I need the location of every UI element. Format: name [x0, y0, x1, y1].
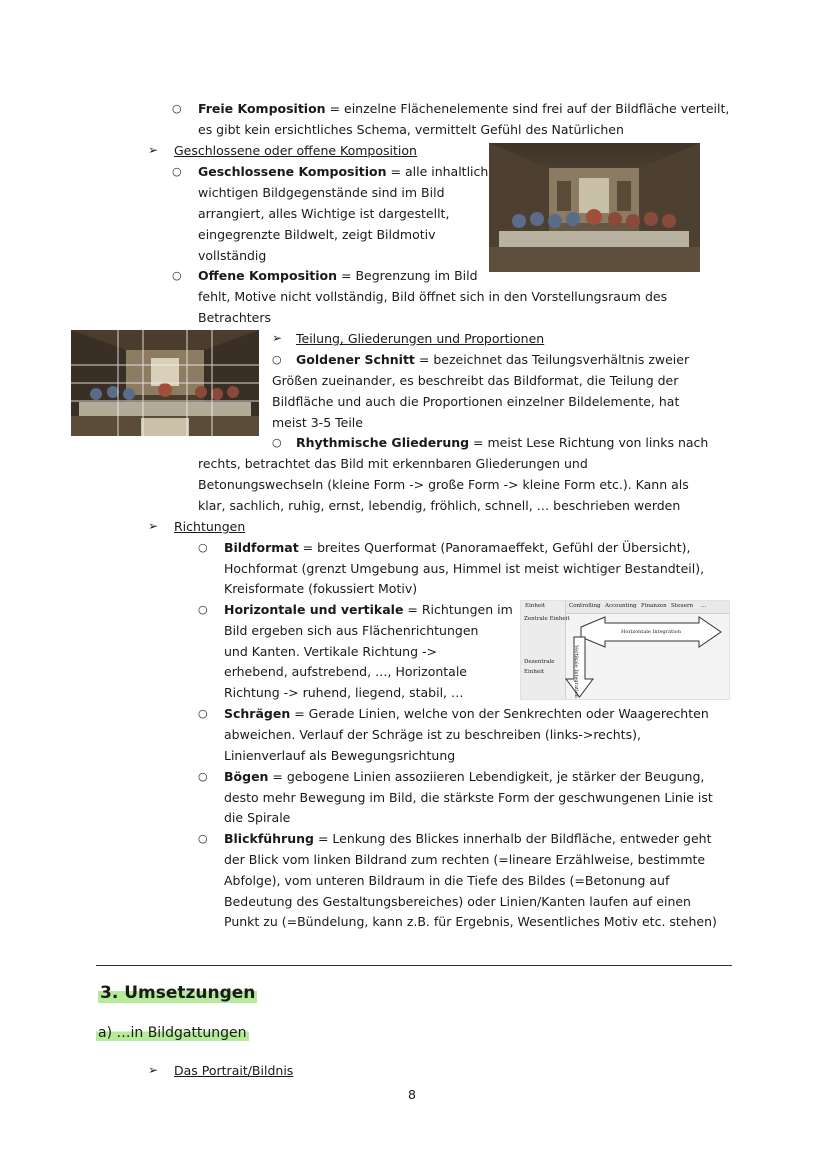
bl-line0: Blickführung = Lenkung des Blickes innerhalb der Bildfläche, entweder geht: [224, 831, 712, 846]
diagram-row-label: Dezentrale: [524, 659, 555, 665]
diagram-header: Controlling: [569, 603, 601, 609]
diagram-header: Steuern: [671, 603, 694, 609]
offen-line0: Offene Komposition = Begrenzung im Bild: [198, 268, 478, 283]
hv-line1: Bild ergeben sich aus Flächenrichtungen: [224, 623, 479, 638]
integration-arrows: [521, 601, 729, 699]
diagram-header: Einheit: [525, 603, 546, 609]
section-heading-teilung: Teilung, Gliederungen und Proportionen: [296, 331, 545, 346]
bf-line0: Bildformat = breites Querformat (Panoramaeffekt, Gefühl der Übersicht),: [224, 540, 691, 555]
diagram-row-label: Einheit: [524, 669, 545, 675]
golden-ratio-painting: [71, 330, 259, 436]
sc-line2: Linienverlauf als Bewegungsrichtung: [224, 748, 456, 763]
bullet-circle: ○: [172, 165, 182, 178]
offen-line2: Betrachters: [198, 310, 272, 325]
gs-line2: Bildfläche und auch die Proportionen einzelner Bildelemente, hat: [272, 394, 680, 409]
hv-line2: und Kanten. Vertikale Richtung ->: [224, 644, 437, 659]
horizontal-integration-label: Horizontale Integration: [621, 629, 681, 635]
hv-line0: Horizontale und vertikale = Richtungen im: [224, 602, 513, 617]
bullet-circle: ○: [198, 603, 208, 616]
bo-line1: desto mehr Bewegung im Bild, die stärkste Form der geschwungenen Linie ist: [224, 790, 713, 805]
bl-line3: Bedeutung des Gestaltungsbereiches) oder Linien/Kanten laufen auf einen: [224, 894, 691, 909]
freie-line2: es gibt kein ersichtliches Schema, vermittelt Gefühl des Natürlichen: [198, 122, 624, 137]
rg-line3: klar, sachlich, ruhig, ernst, lebendig, fröhlich, schnell, … beschrieben werden: [198, 498, 681, 513]
bullet-circle: ○: [172, 269, 182, 282]
gs-line1: Größen zueinander, es beschreibt das Bildformat, die Teilung der: [272, 373, 679, 388]
geschlossen-line0: Geschlossene Komposition = alle inhaltlich: [198, 164, 489, 179]
bullet-circle: ○: [198, 832, 208, 845]
bullet-circle: ○: [198, 770, 208, 783]
geschlossen-line3: eingegrenzte Bildwelt, zeigt Bildmotiv: [198, 227, 436, 242]
diagram-header: Finanzen: [641, 603, 667, 609]
bullet-circle: ○: [272, 436, 282, 449]
integration-diagram: [520, 600, 730, 700]
hv-line3: erhebend, aufstrebend, …, Horizontale: [224, 664, 467, 679]
rg-line1: rechts, betrachtet das Bild mit erkennbaren Gliederungen und: [198, 456, 588, 471]
bo-line2: die Spirale: [224, 810, 291, 825]
sc-line1: abweichen. Verlauf der Schräge ist zu beschreiben (links->rechts),: [224, 727, 641, 742]
freie-line1: Freie Komposition = einzelne Flächenelemente sind frei auf der Bildfläche verteilt,: [198, 101, 730, 116]
geschlossen-line1: wichtigen Bildgegenstände sind im Bild: [198, 185, 445, 200]
section-heading-geschlossen: Geschlossene oder offene Komposition: [174, 143, 417, 158]
sc-line0: Schrägen = Gerade Linien, welche von der Senkrechten oder Waagerechten: [224, 706, 709, 721]
geschlossen-line2: arrangiert, alles Wichtige ist dargestellt,: [198, 206, 450, 221]
geschlossen-line4: vollständig: [198, 248, 267, 263]
item-portrait: Das Portrait/Bildnis: [174, 1063, 294, 1078]
bo-line0: Bögen = gebogene Linien assoziieren Lebendigkeit, je stärker der Beugung,: [224, 769, 705, 784]
bullet-circle: ○: [172, 102, 182, 115]
arrow-bullet-icon: ➢: [148, 143, 159, 157]
section-divider: [96, 965, 732, 966]
bl-line2: Abfolge), vom unteren Bildraum in die Tiefe des Bildes (=Betonung auf: [224, 873, 670, 888]
gs-line3: meist 3-5 Teile: [272, 415, 363, 430]
rg-line0: Rhythmische Gliederung = meist Lese Richtung von links nach: [296, 435, 709, 450]
bullet-circle: ○: [272, 353, 282, 366]
bl-line1: der Blick vom linken Bildrand zum rechten (=lineare Erzählweise, bestimmte: [224, 852, 706, 867]
bullet-circle: ○: [198, 707, 208, 720]
subheading-bildgattungen: a) …in Bildgattungen: [98, 1025, 247, 1041]
diagram-header: Accounting: [605, 603, 637, 609]
diagram-header: …: [701, 603, 707, 609]
last-supper-painting: [489, 143, 700, 272]
rg-line2: Betonungswechseln (kleine Form -> große Form -> kleine Form etc.). Kann als: [198, 477, 689, 492]
arrow-bullet-icon: ➢: [272, 331, 283, 345]
vertical-integration-label: Vertikale Integration: [573, 645, 579, 698]
bf-line2: Kreisformate (fokussiert Motiv): [224, 581, 418, 596]
arrow-bullet-icon: ➢: [148, 519, 159, 533]
gs-line0: Goldener Schnitt = bezeichnet das Teilungsverhältnis zweier: [296, 352, 690, 367]
bf-line1: Hochformat (grenzt Umgebung aus, Himmel ist meist wichtiger Bestandteil),: [224, 561, 705, 576]
bl-line4: Punkt zu (=Bündelung, kann z.B. für Ergebnis, Wesentliches Motiv etc. stehen): [224, 914, 717, 929]
page-number: 8: [408, 1087, 416, 1102]
diagram-row-label: Zentrale Einheit: [524, 616, 570, 622]
heading-umsetzungen: 3. Umsetzungen: [100, 983, 256, 1003]
arrow-bullet-icon: ➢: [148, 1063, 159, 1077]
section-heading-richtungen: Richtungen: [174, 519, 246, 534]
hv-line4: Richtung -> ruhend, liegend, stabil, …: [224, 685, 464, 700]
bullet-circle: ○: [198, 541, 208, 554]
offen-line1: fehlt, Motive nicht vollständig, Bild öffnet sich in den Vorstellungsraum des: [198, 289, 668, 304]
